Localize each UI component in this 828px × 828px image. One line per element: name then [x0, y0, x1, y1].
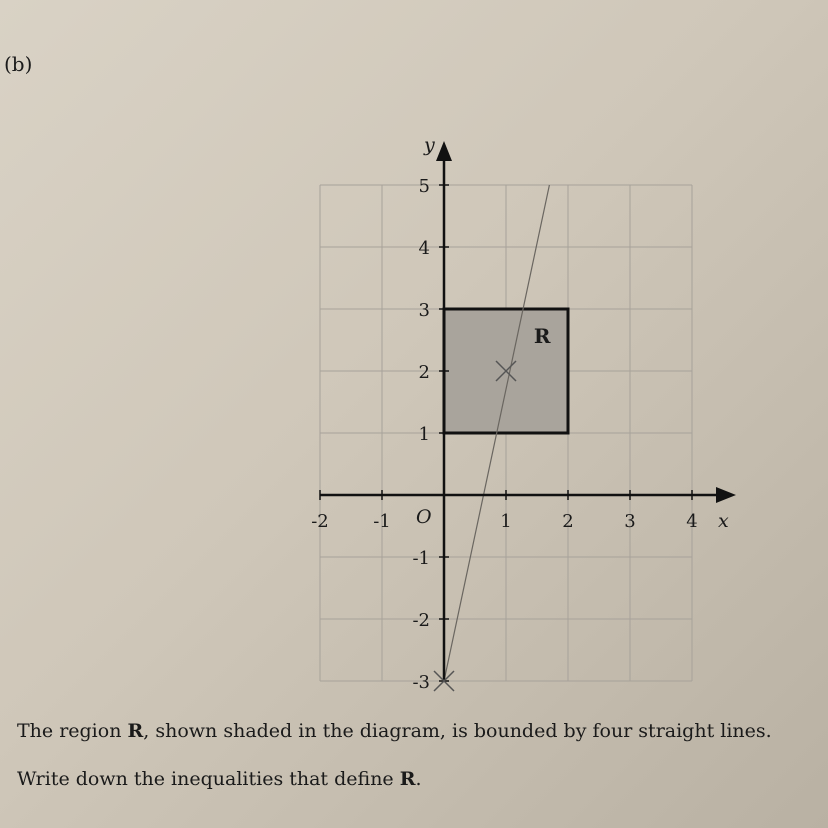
x-tick-label: 3 [624, 511, 636, 532]
y-axis-arrow [436, 141, 452, 161]
x-tick-label: -1 [373, 511, 391, 532]
region-name-bold-2: R [399, 768, 416, 790]
question-line2-suffix: . [415, 768, 422, 790]
x-tick-label: 2 [562, 511, 574, 532]
x-tick-label: 1 [500, 511, 512, 532]
y-tick-label: 3 [418, 300, 430, 321]
question-line-1 [17, 720, 772, 742]
x-axis-label: x [718, 510, 729, 532]
x-tick-label: 4 [686, 511, 698, 532]
question-line1-prefix: The region [17, 720, 128, 742]
y-tick-label: -1 [412, 548, 430, 569]
x-tick-label: -2 [311, 511, 329, 532]
y-tick-label: -3 [412, 672, 430, 693]
y-tick-label: 5 [418, 176, 430, 197]
y-tick-label: -2 [412, 610, 430, 631]
part-label: (b) [4, 52, 33, 76]
y-axis-label: y [424, 134, 435, 156]
question-line1-suffix: , shown shaded in the diagram, is bounded by four straight lines. [143, 720, 772, 742]
y-tick-label: 4 [418, 238, 430, 259]
region-label: R [533, 324, 551, 349]
origin-label: O [416, 506, 432, 528]
region-name-bold: R [127, 720, 144, 742]
question-line-2 [17, 768, 422, 790]
y-tick-label: 1 [418, 424, 430, 445]
question-line2-prefix: Write down the inequalities that define [17, 768, 400, 790]
x-axis-arrow [716, 487, 736, 503]
y-tick-label: 2 [418, 362, 430, 383]
